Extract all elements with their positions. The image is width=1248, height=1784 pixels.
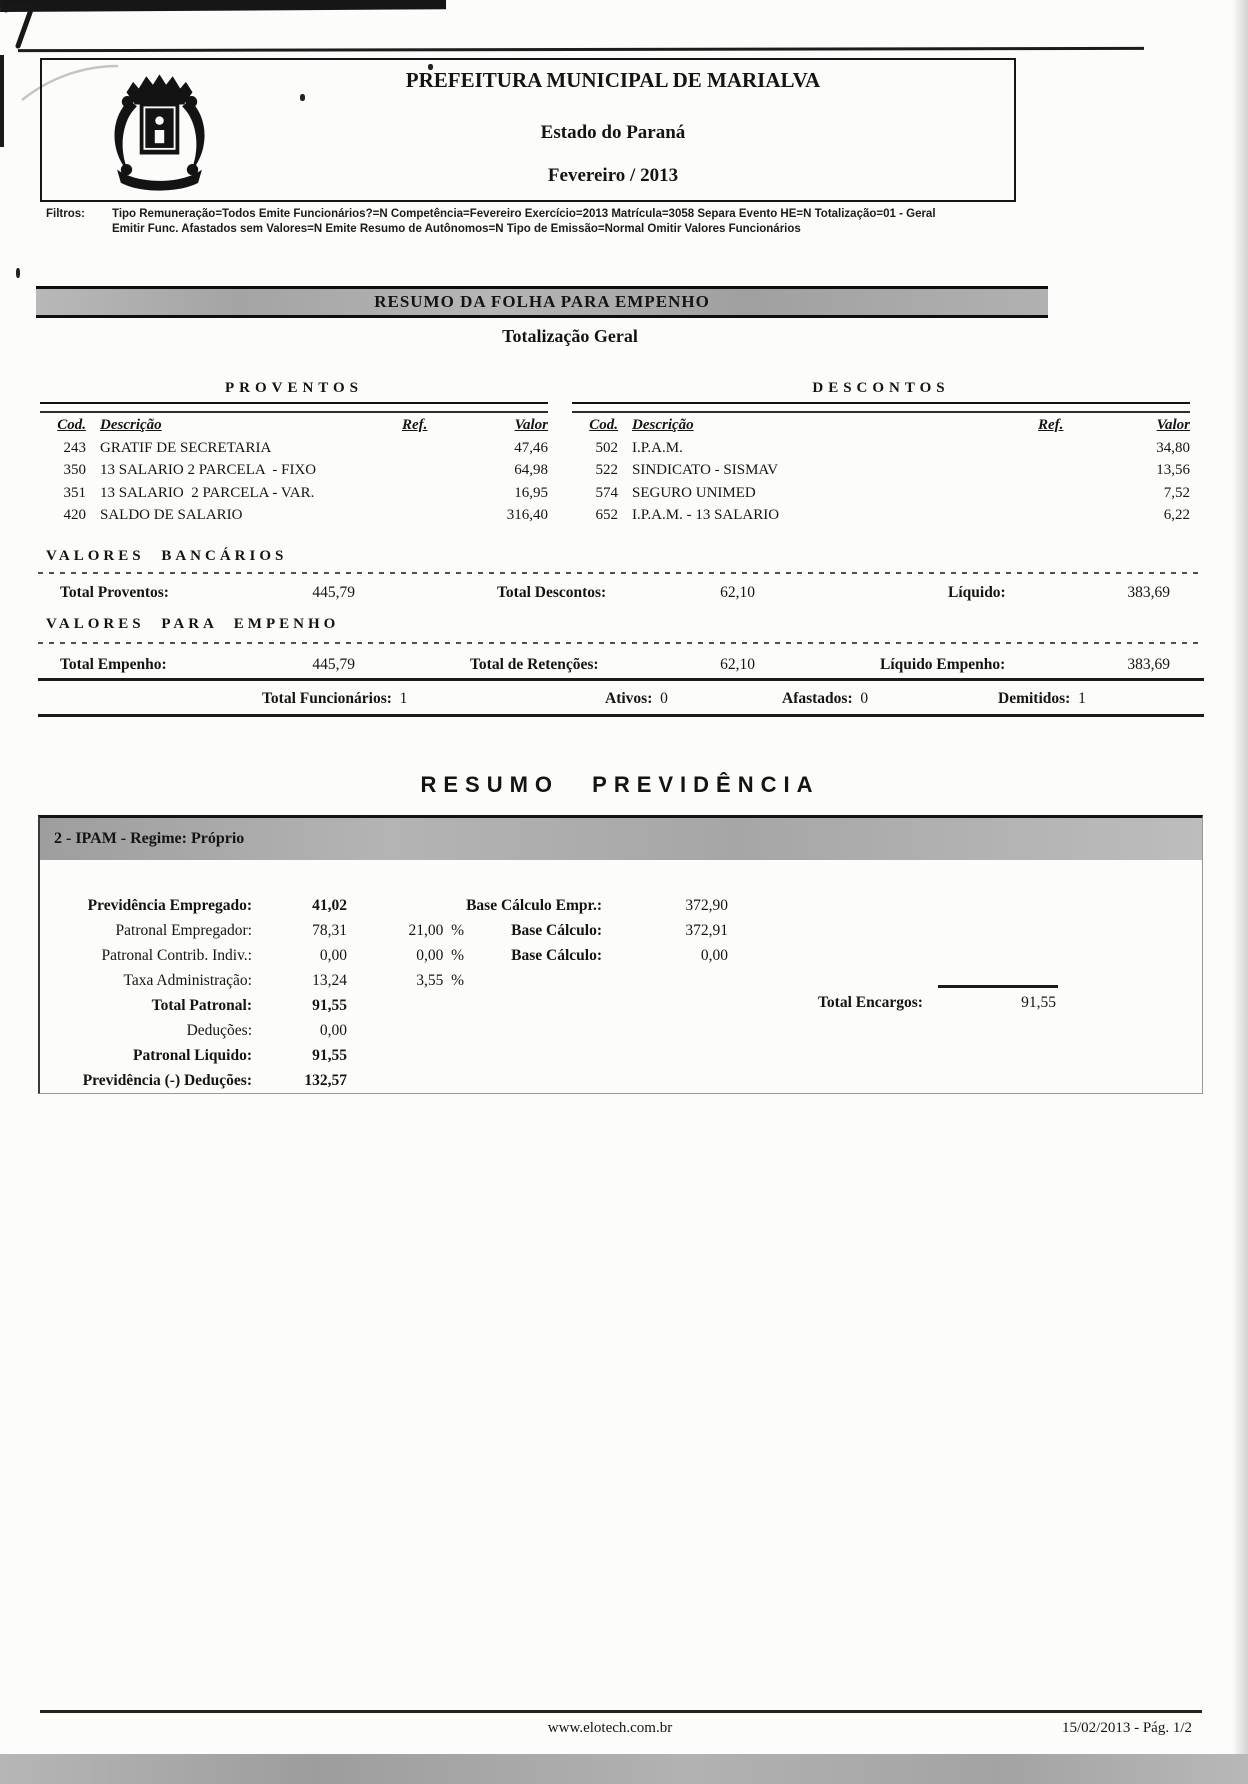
total-retencoes-value: 62,10 [720, 656, 755, 673]
total-funcionarios: Total Funcionários: 1 [262, 690, 408, 707]
liquido-label: Líquido: [948, 584, 1006, 601]
total-encargos-value: 91,55 [1021, 994, 1056, 1011]
total-empenho-label: Total Empenho: [60, 656, 167, 673]
scan-speck [16, 268, 20, 278]
table-row: 574 SEGURO UNIMED 7,52 [595, 484, 1190, 501]
filters-block [46, 207, 1196, 237]
previdencia-row: Deduções: 0,00 [186, 1022, 347, 1039]
col-header-descricao: Descrição [100, 417, 162, 433]
document-header [40, 58, 1016, 202]
previdencia-row: Taxa Administração: 13,24 3,55 % [123, 972, 464, 989]
valores-bancarios-row [0, 582, 1248, 604]
previdencia-row: Previdência (-) Deduções: 132,57 [82, 1072, 347, 1089]
municipal-coat-of-arms-logo [72, 64, 247, 196]
scan-edge-bottom [0, 1754, 1248, 1784]
liquido-empenho-value: 383,69 [1127, 656, 1170, 673]
valores-bancarios-heading: VALORES BANCÁRIOS [46, 548, 288, 564]
dashed-rule [38, 572, 1204, 574]
previdencia-row: Total Patronal: 91,55 [151, 997, 347, 1014]
table-row: 351 13 SALARIO 2 PARCELA - VAR. 16,95 [63, 484, 548, 501]
filters-label: Filtros: [46, 208, 85, 220]
valores-empenho-row [0, 654, 1248, 676]
previdencia-row: Previdência Empregado: 41,02 Base Cálculo Empr.: 372,90 [87, 897, 728, 914]
table-row: 420 SALDO DE SALARIO 316,40 [63, 507, 548, 523]
document-title: PREFEITURA MUNICIPAL DE MARIALVA [405, 68, 821, 92]
total-empenho-value: 445,79 [312, 656, 355, 673]
table-row: 522 SINDICATO - SISMAV 13,56 [595, 462, 1190, 478]
footer-date-page: 15/02/2013 - Pág. 1/2 [1062, 1720, 1192, 1736]
col-header-valor: Valor [514, 417, 548, 433]
proventos-rule [40, 402, 548, 413]
total-proventos-value: 445,79 [312, 584, 355, 601]
section-rule [38, 678, 1204, 681]
descontos-rule [572, 402, 1190, 413]
table-row: 243 GRATIF DE SECRETARIA 47,46 [63, 439, 548, 456]
total-encargos-rule [938, 985, 1058, 988]
page-top-rule [18, 47, 1144, 52]
summary-section-banner: RESUMO DA FOLHA PARA EMPENHO [36, 286, 1048, 318]
previdencia-row: Patronal Liquido: 91,55 [132, 1047, 347, 1064]
document-period: Fevereiro / 2013 [547, 165, 679, 186]
total-descontos-label: Total Descontos: [497, 584, 607, 601]
col-header-valor: Valor [1156, 417, 1190, 433]
afastados: Afastados: 0 [782, 690, 869, 707]
col-header-cod: Cod. [57, 417, 86, 433]
liquido-value: 383,69 [1127, 584, 1170, 601]
col-header-ref: Ref. [402, 417, 428, 433]
footer-rule [40, 1710, 1202, 1713]
footer-website: www.elotech.com.br [547, 1720, 673, 1736]
table-row: 652 I.P.A.M. - 13 SALARIO 6,22 [595, 507, 1190, 523]
proventos-table [40, 414, 548, 527]
col-header-descricao: Descrição [632, 417, 694, 433]
total-encargos-label: Total Encargos: [818, 994, 923, 1011]
ativos: Ativos: 0 [605, 690, 668, 707]
document-state: Estado do Paraná [540, 122, 686, 143]
descontos-table [572, 414, 1190, 527]
filters-line-2: Emitir Func. Afastados sem Valores=N Emite Resumo de Autônomos=N Tipo de Emissão=Normal Omitir Valores Funcionários [112, 223, 801, 235]
col-header-ref: Ref. [1038, 417, 1064, 433]
total-descontos-value: 62,10 [720, 584, 755, 601]
demitidos: Demitidos: 1 [998, 690, 1086, 707]
table-row: 502 I.P.A.M. 34,80 [595, 439, 1190, 456]
totalization-title: Totalização Geral [502, 326, 638, 346]
funcionarios-row [0, 688, 1248, 710]
total-proventos-label: Total Proventos: [60, 584, 169, 601]
previdencia-regime-banner: 2 - IPAM - Regime: Próprio [40, 818, 1202, 860]
filters-text [112, 207, 1196, 237]
descontos-title: DESCONTOS [812, 380, 950, 396]
table-row: 350 13 SALARIO 2 PARCELA - FIXO 64,98 [63, 462, 548, 478]
proventos-header-row [40, 414, 548, 437]
previdencia-row: Patronal Contrib. Indiv.: 0,00 0,00 % Base Cálculo: 0,00 [101, 947, 728, 964]
section-rule [38, 714, 1204, 717]
filters-line-1: Tipo Remuneração=Todos Emite Funcionários?=N Competência=Fevereiro Exercício=2013 Matrícula=3058 Separa Evento HE=N Totalização=01 - Geral [112, 208, 936, 220]
previdencia-title: RESUMO PREVIDÊNCIA [420, 772, 820, 797]
total-retencoes-label: Total de Retenções: [470, 656, 599, 673]
descontos-header-row [572, 414, 1190, 437]
scan-edge-right [1232, 0, 1248, 1784]
valores-empenho-heading: VALORES PARA EMPENHO [46, 616, 340, 632]
previdencia-row: Patronal Empregador: 78,31 21,00 % Base Cálculo: 372,91 [115, 922, 728, 939]
col-header-cod: Cod. [589, 417, 618, 433]
liquido-empenho-label: Líquido Empenho: [880, 656, 1006, 673]
total-encargos-row [0, 990, 1248, 1015]
dashed-rule [38, 642, 1204, 644]
proventos-title: PROVENTOS [224, 380, 364, 396]
